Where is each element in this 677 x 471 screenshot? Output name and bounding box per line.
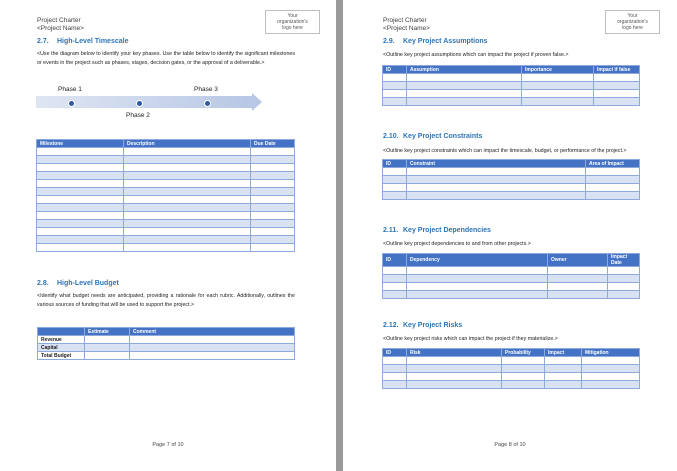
table-cell [383,267,407,275]
column-header: Importance [522,66,594,74]
phase-marker [136,100,143,107]
table-cell [545,381,582,389]
table-cell [407,283,548,291]
column-header: Mitigation [582,349,640,357]
table-row [383,357,640,365]
row-label: Revenue [38,336,85,344]
phase-marker [204,100,211,107]
table-cell [37,172,124,180]
section-number: 2.7. [37,38,49,45]
section-number: 2.10. [383,133,399,140]
table-cell [582,365,640,373]
page-footer: Page 7 of 10 [152,442,184,448]
column-header: Dependency [407,254,548,267]
table-cell [407,90,522,98]
table-cell [407,168,586,176]
table-cell [407,98,522,106]
table-cell [37,196,124,204]
table-cell [37,204,124,212]
table-row [383,275,640,283]
table-cell [383,74,407,82]
table-cell [502,373,545,381]
table-cell [548,283,608,291]
table-cell [383,283,407,291]
table-cell [124,220,251,228]
table-cell [522,74,594,82]
logo-text: Your [627,13,638,19]
table-row [383,192,640,200]
table-cell [251,148,295,156]
column-header: Risk [407,349,502,357]
dependencies-table [382,253,640,299]
table-cell [586,176,640,184]
table-cell [548,291,608,299]
section-title: Key Project Constraints [403,133,483,140]
table-cell [502,365,545,373]
column-header [38,328,85,336]
table-row [383,373,640,381]
constraints-table [382,159,640,200]
table-cell [124,172,251,180]
column-header: Impact if false [594,66,640,74]
table-cell [85,336,130,344]
section-number: 2.8. [37,280,49,287]
table-cell [383,168,407,176]
table-cell [383,275,407,283]
column-header: ID [383,66,407,74]
table-row [383,291,640,299]
page-7 [0,0,336,471]
table-cell [37,188,124,196]
table-cell [407,291,548,299]
table-row [383,90,640,98]
table-row [37,188,295,196]
table-cell [124,228,251,236]
table-cell [548,275,608,283]
table-row [37,172,295,180]
budget-table [37,327,295,360]
table-cell [407,184,586,192]
table-cell [407,275,548,283]
column-header: ID [383,254,407,267]
table-cell [383,373,407,381]
table-cell [383,381,407,389]
section-title: Key Project Assumptions [403,38,488,45]
section-number: 2.12. [383,322,399,329]
header-title: Project Charter [37,17,81,24]
table-cell [124,180,251,188]
table-row [37,164,295,172]
table-cell [124,164,251,172]
table-row [37,228,295,236]
table-cell [251,172,295,180]
table-cell [37,164,124,172]
phase-marker [68,100,75,107]
table-row [383,82,640,90]
column-header: ID [383,160,407,168]
table-cell [383,82,407,90]
milestone-table [36,139,295,252]
section-heading-dependencies [383,227,491,234]
column-header: Due Date [251,140,295,148]
table-cell [251,180,295,188]
section-title: Key Project Risks [403,322,463,329]
table-cell [383,365,407,373]
section-title: High-Level Timescale [57,38,129,45]
table-row [37,236,295,244]
table-row [37,196,295,204]
table-cell [124,204,251,212]
table-cell [522,90,594,98]
column-header: Milestone [37,140,124,148]
page-header [383,17,430,33]
table-row [383,184,640,192]
section-heading-constraints [383,133,482,140]
table-row [383,267,640,275]
assumptions-instructions: <Outline key project assumptions which can impact the project if proven false.> [383,52,569,58]
table-cell [586,192,640,200]
table-cell [407,176,586,184]
logo-text: organization's [617,19,648,25]
constraints-instructions: <Outline key project constraints which can impact the timescale, budget, or performance of the project.> [383,148,627,154]
table-row [383,74,640,82]
table-cell [383,98,407,106]
table-cell [407,192,586,200]
row-label: Capital [38,344,85,352]
table-row [37,220,295,228]
table-cell [251,220,295,228]
table-cell [383,357,407,365]
table-cell [251,204,295,212]
table-cell [130,336,295,344]
page-8 [343,0,677,471]
logo-placeholder [605,10,660,34]
column-header: Impact Date [608,254,640,267]
table-cell [594,74,640,82]
table-cell [608,267,640,275]
table-cell [251,156,295,164]
table-cell [545,357,582,365]
table-cell [407,381,502,389]
table-cell [124,156,251,164]
table-row [383,176,640,184]
table-cell [548,267,608,275]
section-heading-budget [37,280,119,287]
table-cell [545,373,582,381]
table-cell [582,357,640,365]
column-header: Assumption [407,66,522,74]
row-label: Total Budget [38,352,85,360]
table-cell [383,184,407,192]
table-cell [594,82,640,90]
table-cell [37,220,124,228]
header-subtitle: <Project Name> [37,25,84,32]
table-cell [251,196,295,204]
table-cell [251,164,295,172]
table-cell [407,365,502,373]
table-row [383,381,640,389]
dependencies-instructions: <Outline key project dependencies to and from other projects.> [383,241,531,247]
table-cell [251,244,295,252]
logo-text: organization's [277,19,308,25]
column-header: Impact [545,349,582,357]
table-cell [124,188,251,196]
table-row [37,244,295,252]
table-row [383,365,640,373]
table-row [383,283,640,291]
section-number: 2.11. [383,227,399,234]
table-row [37,212,295,220]
table-cell [37,180,124,188]
column-header: Area of Impact [586,160,640,168]
timescale-instructions: <Use the diagram below to identify your key phases. Use the table below to identify the significant milestones or events in the project such as phases, stages, decision gates, or the approval of a deliverable.> [37,51,295,66]
table-row [37,204,295,212]
column-header: Description [124,140,251,148]
table-cell [502,357,545,365]
assumptions-table [382,65,640,106]
column-header: Probability [502,349,545,357]
table-cell [37,244,124,252]
table-row [383,168,640,176]
table-cell [383,192,407,200]
table-cell [407,267,548,275]
table-cell [608,283,640,291]
table-cell [407,357,502,365]
table-cell [586,184,640,192]
table-cell [37,236,124,244]
column-header: ID [383,349,407,357]
table-cell [383,176,407,184]
table-cell [522,82,594,90]
section-heading-risks [383,322,462,329]
logo-placeholder [265,10,320,34]
table-cell [522,98,594,106]
table-row [37,180,295,188]
table-cell [608,291,640,299]
table-cell [251,212,295,220]
table-cell [85,344,130,352]
table-row [383,98,640,106]
phase-label: Phase 1 [58,86,82,93]
table-cell [407,82,522,90]
column-header: Owner [548,254,608,267]
risks-instructions: <Outline key project risks which can impact the project if they materialize.> [383,336,558,342]
table-cell [124,236,251,244]
phase-label: Phase 3 [194,86,218,93]
table-cell [37,156,124,164]
table-cell [502,381,545,389]
section-heading-timescale [37,38,128,45]
header-title: Project Charter [383,17,427,24]
table-cell [407,74,522,82]
table-cell [124,212,251,220]
phase-label: Phase 2 [126,112,150,119]
table-cell [130,352,295,360]
table-cell [582,381,640,389]
table-row [37,156,295,164]
logo-text: Your [287,13,298,19]
logo-text: logo here [282,25,303,31]
table-row [37,148,295,156]
table-cell [586,168,640,176]
table-cell [608,275,640,283]
column-header: Comment [130,328,295,336]
table-cell [594,90,640,98]
logo-text: logo here [622,25,643,31]
section-title: High-Level Budget [57,280,119,287]
table-cell [251,236,295,244]
risks-table [382,348,640,389]
table-cell [545,365,582,373]
table-cell [124,196,251,204]
table-cell [37,212,124,220]
section-heading-assumptions [383,38,488,45]
table-cell [124,148,251,156]
table-cell [407,373,502,381]
column-header: Constraint [407,160,586,168]
table-cell [130,344,295,352]
table-cell [383,291,407,299]
section-number: 2.9. [383,38,395,45]
table-cell [383,90,407,98]
table-cell [124,244,251,252]
page-header [37,17,84,33]
table-cell [594,98,640,106]
header-subtitle: <Project Name> [383,25,430,32]
column-header: Estimate [85,328,130,336]
budget-instructions: <Identify what budget needs are anticipated, providing a rationale for each rubric. Additionally, outlines the various sources of funding that will be used to support the project.> [37,293,295,308]
table-cell [251,188,295,196]
table-cell [251,228,295,236]
table-cell [85,352,130,360]
page-footer: Page 8 of 10 [494,442,526,448]
table-cell [37,228,124,236]
table-cell [582,373,640,381]
section-title: Key Project Dependencies [403,227,491,234]
table-cell [37,148,124,156]
